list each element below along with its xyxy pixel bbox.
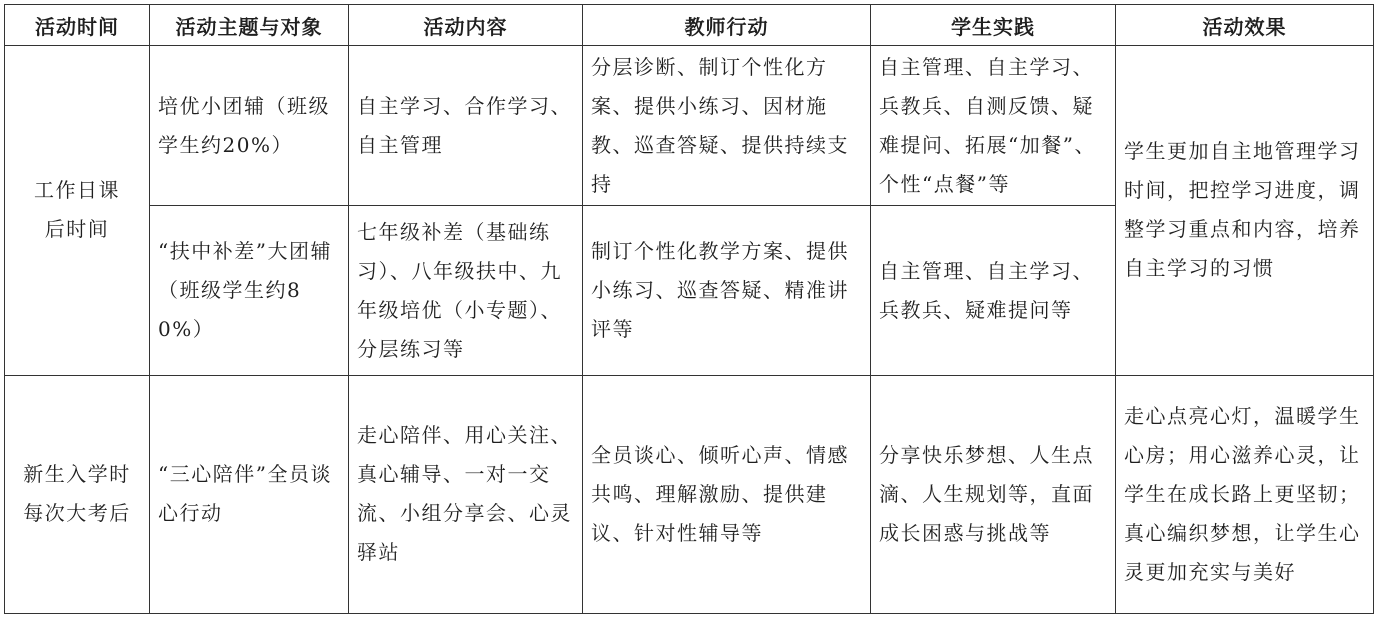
teacher-action-cell: 制订个性化教学方案、提供小练习、巡查答疑、精准讲评等 <box>583 206 871 376</box>
topic-cell: “扶中补差”大团辅（班级学生约80%） <box>150 206 349 376</box>
table-row <box>5 375 1374 613</box>
effect-cell: 走心点亮心灯，温暖学生心房；用心滋养心灵，让学生在成长路上更坚韧；真心编织梦想，让学生心灵更加充实与美好 <box>1116 375 1374 613</box>
topic-cell: “三心陪伴”全员谈心行动 <box>150 375 349 613</box>
content-cell: 自主学习、合作学习、自主管理 <box>349 46 583 206</box>
activity-table <box>4 4 1374 614</box>
student-practice-cell: 分享快乐梦想、人生点滴、人生规划等，直面成长困惑与挑战等 <box>871 375 1116 613</box>
header-row <box>5 5 1374 46</box>
topic-cell: 培优小团辅（班级学生约20%） <box>150 46 349 206</box>
header-activity-topic: 活动主题与对象 <box>150 5 349 46</box>
header-activity-content: 活动内容 <box>349 5 583 46</box>
content-cell: 走心陪伴、用心关注、真心辅导、一对一交流、小组分享会、心灵驿站 <box>349 375 583 613</box>
header-student-practice: 学生实践 <box>871 5 1116 46</box>
effect-cell: 学生更加自主地管理学习时间，把控学习进度，调整学习重点和内容，培养自主学习的习惯 <box>1116 46 1374 376</box>
header-teacher-action: 教师行动 <box>583 5 871 46</box>
content-cell: 七年级补差（基础练习）、八年级扶中、九年级培优（小专题）、分层练习等 <box>349 206 583 376</box>
table-row <box>5 46 1374 206</box>
teacher-action-cell: 分层诊断、制订个性化方案、提供小练习、因材施教、巡查答疑、提供持续支持 <box>583 46 871 206</box>
time-cell: 新生入学时每次大考后 <box>5 375 150 613</box>
student-practice-cell: 自主管理、自主学习、兵教兵、自测反馈、疑难提问、拓展“加餐”、个性“点餐”等 <box>871 46 1116 206</box>
header-activity-time: 活动时间 <box>5 5 150 46</box>
header-activity-effect: 活动效果 <box>1116 5 1374 46</box>
time-cell: 工作日课后时间 <box>5 46 150 376</box>
teacher-action-cell: 全员谈心、倾听心声、情感共鸣、理解激励、提供建议、针对性辅导等 <box>583 375 871 613</box>
student-practice-cell: 自主管理、自主学习、兵教兵、疑难提问等 <box>871 206 1116 376</box>
